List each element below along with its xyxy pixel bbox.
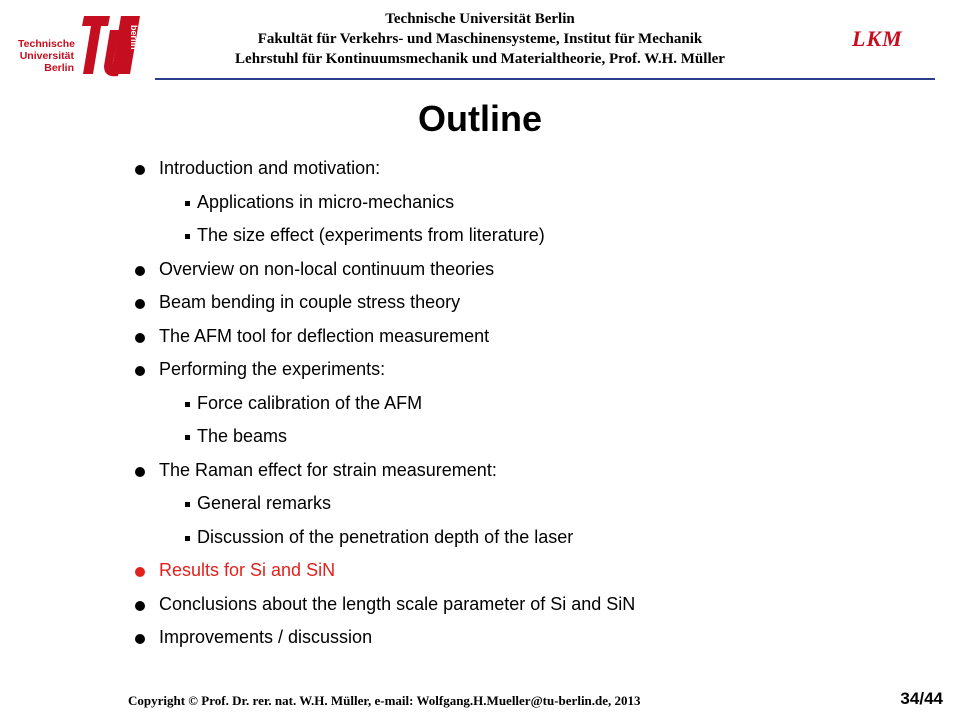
bullet-icon bbox=[135, 467, 145, 477]
logo-wordmark-line-1: Technische bbox=[18, 38, 75, 50]
outline-item bbox=[133, 454, 933, 488]
page-number: 34/44 bbox=[900, 689, 943, 708]
bullet-icon bbox=[135, 366, 145, 376]
outline-item bbox=[133, 554, 933, 588]
logo-wordmark-line-3: Berlin bbox=[44, 62, 74, 74]
outline-item-text: General remarks bbox=[197, 493, 332, 513]
slide-title: Outline bbox=[418, 98, 542, 139]
page-total: 44 bbox=[924, 689, 943, 708]
square-bullet-icon bbox=[185, 234, 190, 239]
bullet-icon bbox=[135, 634, 145, 644]
outline-item bbox=[133, 353, 933, 387]
square-bullet-icon bbox=[185, 201, 190, 206]
copyright-footer: Copyright © Prof. Dr. rer. nat. W.H. Müller, e-mail: Wolfgang.H.Mueller@tu-berlin.de, 2013 bbox=[128, 693, 641, 708]
header-faculty: Fakultät für Verkehrs- und Maschinensysteme, Institut für Mechanik bbox=[257, 31, 703, 47]
outline-item-text: Introduction and motivation: bbox=[159, 158, 381, 178]
logo-wordmark-line-2: Universität bbox=[19, 50, 74, 62]
outline-subitem bbox=[133, 521, 933, 555]
outline-item bbox=[133, 588, 933, 622]
outline-item-text: Conclusions about the length scale parameter of Si and SiN bbox=[159, 593, 636, 614]
logo-wordmark bbox=[18, 8, 74, 74]
bullet-icon bbox=[135, 567, 145, 577]
bullet-icon bbox=[135, 333, 145, 343]
bullet-icon bbox=[135, 601, 145, 611]
outline-item-text: Results for Si and SiN bbox=[159, 560, 336, 580]
outline-subitem bbox=[133, 387, 933, 421]
outline-item-text: The AFM tool for deflection measurement bbox=[159, 325, 490, 346]
header-university: Technische Universität Berlin bbox=[385, 11, 575, 27]
square-bullet-icon bbox=[185, 402, 190, 407]
outline-item bbox=[133, 286, 933, 320]
outline-item-text: The beams bbox=[197, 426, 288, 446]
outline-item bbox=[133, 152, 933, 186]
institution-header bbox=[150, 9, 810, 69]
tu-berlin-logo bbox=[18, 8, 148, 88]
bullet-icon bbox=[135, 299, 145, 309]
header-chair: Lehrstuhl für Kontinuumsmechanik und Materialtheorie, Prof. W.H. Müller bbox=[235, 51, 725, 67]
outline-subitem bbox=[133, 487, 933, 521]
outline-subitem bbox=[133, 186, 933, 220]
outline-item bbox=[133, 320, 933, 354]
outline-item-text: Discussion of the penetration depth of the laser bbox=[197, 526, 574, 547]
outline-item-text: Applications in micro-mechanics bbox=[197, 191, 455, 212]
square-bullet-icon bbox=[185, 502, 190, 507]
outline-item-text: Beam bending in couple stress theory bbox=[159, 292, 461, 312]
outline-item bbox=[133, 253, 933, 287]
bullet-icon bbox=[135, 165, 145, 175]
logo-berlin-label: berlin bbox=[129, 25, 139, 50]
square-bullet-icon bbox=[185, 536, 190, 541]
tu-logo-icon bbox=[80, 12, 142, 78]
lkm-badge: LKM bbox=[852, 26, 903, 51]
outline-subitem bbox=[133, 219, 933, 253]
outline-subitem bbox=[133, 420, 933, 454]
header-divider bbox=[155, 78, 935, 80]
outline-list bbox=[133, 152, 933, 655]
outline-item-text: Performing the experiments: bbox=[159, 359, 386, 379]
outline-item-text: The Raman effect for strain measurement: bbox=[159, 459, 497, 480]
outline-item-text: Force calibration of the AFM bbox=[197, 392, 423, 413]
square-bullet-icon bbox=[185, 435, 190, 440]
page-current: 34 bbox=[900, 689, 920, 708]
bullet-icon bbox=[135, 266, 145, 276]
outline-item bbox=[133, 621, 933, 655]
outline-item-text: Overview on non-local continuum theories bbox=[159, 258, 495, 279]
outline-item-text: The size effect (experiments from literature) bbox=[197, 225, 545, 245]
outline-item-text: Improvements / discussion bbox=[159, 627, 373, 647]
